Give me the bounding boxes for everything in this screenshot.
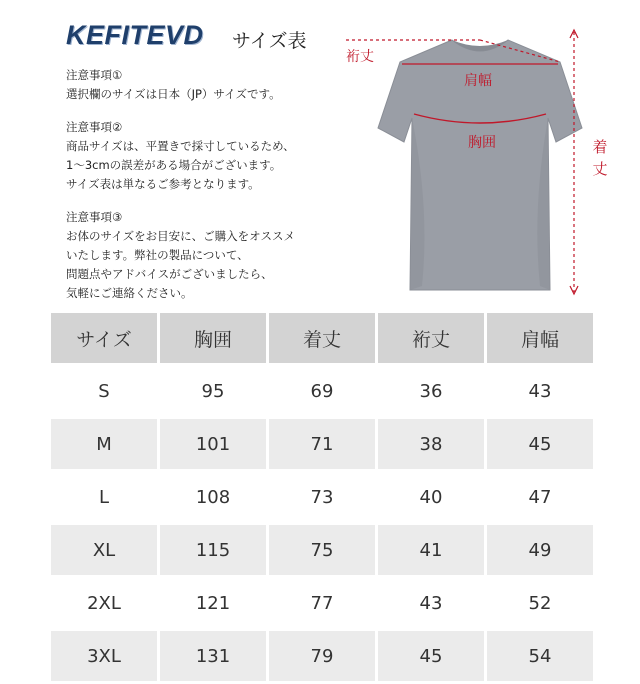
table-cell: 73 [269,472,375,522]
table-cell: 95 [160,366,266,416]
table-cell: 38 [378,419,484,469]
table-cell: 2XL [51,578,157,628]
note-line: 商品サイズは、平置きで採寸しているため、 [66,139,295,153]
header-size: サイズ [51,313,157,363]
table-row [51,472,593,522]
table-row [51,578,593,628]
table-cell: 45 [487,419,593,469]
table-cell: M [51,419,157,469]
table-cell: 3XL [51,631,157,681]
note-2 [66,118,336,194]
note-heading: 注意事項① [66,68,123,82]
note-line: 選択欄のサイズは日本（JP）サイズです。 [66,87,281,101]
table-row [51,419,593,469]
chest-label: 胸囲 [468,135,496,151]
table-cell: 79 [269,631,375,681]
size-table [48,310,596,684]
brand-logo: KEFITEVD [66,20,204,50]
table-cell: XL [51,525,157,575]
note-heading: 注意事項② [66,120,123,134]
table-row [51,366,593,416]
table-cell: 43 [378,578,484,628]
table-cell: 115 [160,525,266,575]
header-sleeve: 裄丈 [378,313,484,363]
table-row [51,631,593,681]
table-cell: L [51,472,157,522]
table-cell: 131 [160,631,266,681]
table-row [51,525,593,575]
note-heading: 注意事項③ [66,210,123,224]
header-length: 着丈 [269,313,375,363]
table-cell: 36 [378,366,484,416]
table-cell: 77 [269,578,375,628]
notes-section [66,66,336,317]
note-line: お体のサイズをお目安に、ご購入をオススメ [66,229,295,243]
note-line: 1～3cmの誤差がある場合がございます。 [66,158,282,172]
note-line: いたします。弊社の製品について、 [66,248,249,262]
table-cell: 45 [378,631,484,681]
table-cell: 101 [160,419,266,469]
table-cell: 69 [269,366,375,416]
table-cell: 54 [487,631,593,681]
note-line: 気軽にご連絡ください。 [66,286,193,300]
table-cell: S [51,366,157,416]
size-chart-title: サイズ表 [232,30,307,52]
note-line: サイズ表は単なるご参考となります。 [66,177,260,191]
table-cell: 108 [160,472,266,522]
sleeve-length-label: 裄丈 [346,49,374,65]
table-cell: 41 [378,525,484,575]
note-line: 問題点やアドバイスがございましたら、 [66,267,273,281]
note-3 [66,208,336,303]
table-cell: 40 [378,472,484,522]
header-chest: 胸囲 [160,313,266,363]
note-1 [66,66,336,104]
table-header-row [51,313,593,363]
table-cell: 47 [487,472,593,522]
tshirt-illustration [330,18,630,298]
table-cell: 75 [269,525,375,575]
body-length-label: 着丈 [592,138,608,178]
tshirt-diagram [330,18,630,298]
header-shoulder: 肩幅 [487,313,593,363]
shoulder-width-label: 肩幅 [464,73,492,89]
table-cell: 49 [487,525,593,575]
table-cell: 121 [160,578,266,628]
table-cell: 71 [269,419,375,469]
table-cell: 43 [487,366,593,416]
table-cell: 52 [487,578,593,628]
